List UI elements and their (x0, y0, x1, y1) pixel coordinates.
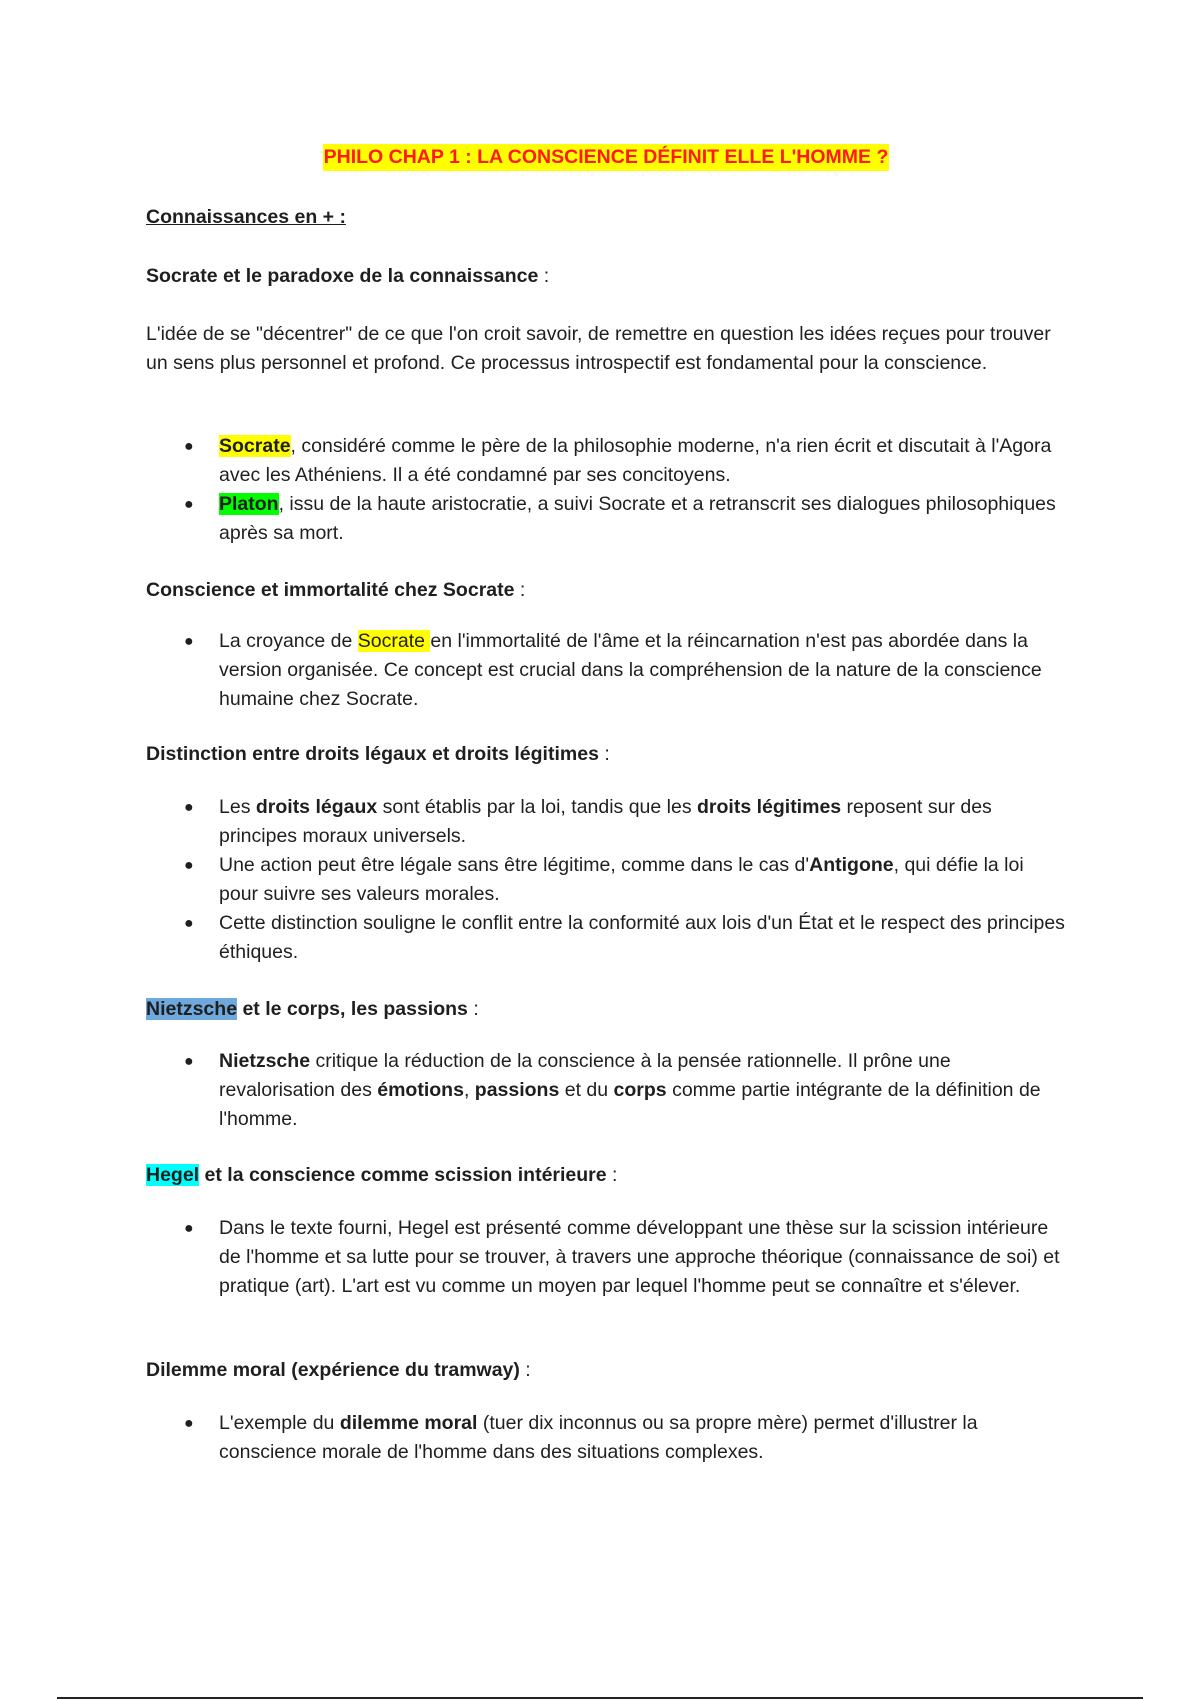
list-item (146, 909, 1066, 967)
list-nietzsche (146, 1047, 1066, 1134)
section-heading-nietzsche (146, 995, 1066, 1024)
section-heading-droits (146, 740, 1066, 769)
list-hegel (146, 1214, 1066, 1301)
bold-term: droits légaux (255, 796, 378, 818)
list-item-text: (tuer dix inconnus ou sa propre mère) permet d'illustrer la conscience morale de l'homme dans des situations complexes. (219, 1412, 978, 1463)
list-item (146, 432, 1066, 490)
section-heading-immortalite (146, 576, 1066, 605)
bullet-icon: ● (184, 438, 194, 455)
list-item (146, 1214, 1066, 1301)
heading-text: Dilemme moral (expérience du tramway) (146, 1359, 520, 1381)
list-item (146, 1409, 1066, 1467)
heading-text: et le corps, les passions (237, 998, 468, 1020)
bold-term: corps (613, 1079, 667, 1101)
list-item-text: sont établis par la loi, tandis que les (377, 796, 698, 818)
bold-term: droits légitimes (697, 796, 842, 818)
highlight-platon: Platon (219, 493, 279, 515)
bullet-icon: ● (184, 857, 194, 874)
bold-term: dilemme moral (339, 1412, 478, 1434)
bullet-icon: ● (184, 1415, 194, 1432)
title-block (146, 143, 1066, 172)
section-heading-hegel (146, 1161, 1066, 1190)
highlight-nietzsche: Nietzsche (146, 998, 238, 1020)
page-title: PHILO CHAP 1 : LA CONSCIENCE DÉFINIT ELLE L'HOMME ? (323, 144, 890, 171)
list-item-text: Les (219, 796, 256, 818)
list-item-text: reposent sur des principes moraux universels. (219, 796, 992, 847)
list-item-text: Dans le texte fourni, Hegel est présenté comme développant une thèse sur la scission intérieure de l'homme et sa lutte pour se trouver, à travers une approche théorique (connaissance de soi) et pratique (art). L'art est vu comme un moyen par lequel l'homme peut se connaître et s'élever. (219, 1217, 1060, 1297)
paragraph-decentrer: L'idée de se "décentrer" de ce que l'on croit savoir, de remettre en question les idées reçues pour trouver un sens plus personnel et profond. Ce processus introspectif est fondamental pour la conscience. (146, 323, 1051, 374)
list-item (146, 851, 1066, 909)
list-item-text: comme partie intégrante de la définition de l'homme. (219, 1079, 1041, 1130)
highlight-hegel: Hegel (146, 1164, 200, 1186)
bullet-icon: ● (184, 799, 194, 816)
list-item (146, 793, 1066, 851)
heading-colon: : (467, 998, 479, 1020)
highlight-socrate: Socrate (219, 435, 291, 457)
list-socrate-platon (146, 432, 1066, 548)
bold-term: Nietzsche (219, 1050, 311, 1072)
highlight-socrate: Socrate (357, 630, 431, 652)
heading-text: Conscience et immortalité chez Socrate (146, 579, 515, 601)
list-item-text: La croyance de (219, 630, 358, 652)
bold-term: Antigone (809, 854, 894, 876)
list-item (146, 1047, 1066, 1134)
heading-colon: : (514, 579, 526, 601)
bullet-icon: ● (184, 1220, 194, 1237)
list-item-text: , (463, 1079, 475, 1101)
list-dilemme (146, 1409, 1066, 1467)
bullet-icon: ● (184, 496, 194, 513)
list-item-text: critique la réduction de la conscience à la pensée rationnelle. Il prône une revalorisation des (219, 1050, 951, 1101)
list-item-text: , issu de la haute aristocratie, a suivi Socrate et a retranscrit ses dialogues philosophiques après sa mort. (219, 493, 1056, 544)
heading-text: et la conscience comme scission intérieure (199, 1164, 607, 1186)
bullet-icon: ● (184, 1053, 194, 1070)
heading-colon: : (538, 265, 550, 287)
list-item (146, 627, 1066, 714)
heading-colon: : (519, 1359, 531, 1381)
bullet-icon: ● (184, 915, 194, 932)
bold-term: émotions (377, 1079, 464, 1101)
heading-colon: : (598, 743, 610, 765)
connaissances-heading: Connaissances en + : (146, 206, 346, 228)
page-bottom-rule (57, 1697, 1143, 1699)
list-droits (146, 793, 1066, 967)
list-item-text: , considéré comme le père de la philosophie moderne, n'a rien écrit et discutait à l'Agora avec les Athéniens. Il a été condamné par ses concitoyens. (219, 435, 1052, 486)
bullet-icon: ● (184, 633, 194, 650)
list-immortalite (146, 627, 1066, 714)
heading-text: Distinction entre droits légaux et droits légitimes (146, 743, 599, 765)
list-item-text: en l'immortalité de l'âme et la réincarnation n'est pas abordée dans la version organisée. Ce concept est crucial dans la compréhension de la nature de la conscience humaine chez Socrate. (219, 630, 1042, 710)
list-item-text: Une action peut être légale sans être légitime, comme dans le cas d' (219, 854, 810, 876)
list-item-text: , qui défie la loi pour suivre ses valeurs morales. (219, 854, 1024, 905)
heading-text: Socrate et le paradoxe de la connaissance (146, 265, 539, 287)
list-item-text: L'exemple du (219, 1412, 340, 1434)
section-heading-socrate-paradoxe (146, 262, 1066, 291)
section-heading-dilemme (146, 1356, 1066, 1385)
bold-term: passions (474, 1079, 560, 1101)
list-item (146, 490, 1066, 548)
heading-colon: : (606, 1164, 618, 1186)
list-item-text: et du (559, 1079, 614, 1101)
list-item-text: Cette distinction souligne le conflit entre la conformité aux lois d'un État et le respect des principes éthiques. (219, 912, 1065, 963)
